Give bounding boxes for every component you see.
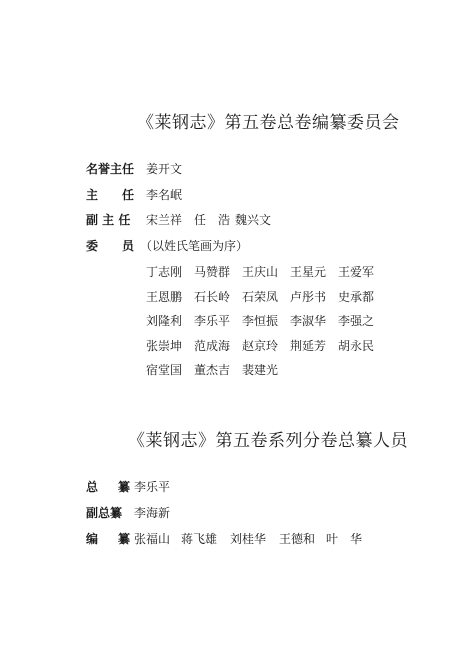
- honorary-director-label: 名誉主任: [86, 162, 135, 176]
- honorary-director-name: 姜开文: [146, 162, 183, 176]
- chief-editor-label: 总 纂: [86, 480, 135, 494]
- member-name: 张崇坤: [146, 338, 183, 353]
- member-name: 王爱军: [338, 265, 375, 279]
- committee-title: 《莱钢志》第五卷总卷编纂委员会: [137, 113, 400, 133]
- member-name: 李恒振: [242, 314, 279, 328]
- member-name: 石荣凤: [242, 289, 279, 304]
- editor-name: 叶 华: [326, 532, 363, 546]
- members-grid-row: [146, 337, 386, 362]
- members-grid: [146, 263, 386, 386]
- members-grid-row: [146, 263, 386, 288]
- editor-name: 刘桂华: [230, 532, 267, 546]
- editors-title: 《莱钢志》第五卷系列分卷总纂人员: [128, 431, 408, 451]
- member-name: 卢彤书: [290, 289, 327, 304]
- deputy-chief-editor-name: 李海新: [134, 506, 171, 520]
- editor-name: 张福山: [134, 532, 171, 546]
- member-name: 李淑华: [290, 314, 327, 328]
- members-grid-row: [146, 361, 386, 386]
- member-name: 董杰吉: [194, 363, 231, 377]
- member-name: 王恩鹏: [146, 289, 183, 304]
- member-name: 赵京玲: [242, 338, 279, 353]
- members-label: 委 员: [86, 239, 141, 253]
- member-name: 胡永民: [338, 338, 375, 353]
- member-name: 裴建光: [242, 363, 279, 377]
- members-grid-row: [146, 288, 386, 313]
- deputy-directors-label: 副 主 任: [86, 213, 131, 227]
- director-label: 主 任: [86, 188, 141, 202]
- editor-name: 蒋飞雄: [181, 532, 218, 546]
- deputy-director-name: 魏兴文: [235, 213, 272, 227]
- deputy-director-name: 任 浩: [194, 213, 231, 227]
- member-name: 马赞群: [194, 265, 231, 279]
- member-name: 丁志刚: [146, 265, 183, 279]
- members-grid-row: [146, 312, 386, 337]
- members-order-note: （以姓氏笔画为序）: [140, 239, 249, 253]
- member-name: 宿堂国: [146, 363, 183, 377]
- member-name: 王庆山: [242, 265, 279, 279]
- member-name: 石长岭: [194, 289, 231, 304]
- member-name: 史承都: [338, 289, 375, 304]
- member-name: 王星元: [290, 265, 327, 279]
- chief-editor-name: 李乐平: [134, 480, 171, 494]
- editor-name: 王德和: [279, 532, 316, 546]
- member-name: 刘隆利: [146, 314, 183, 328]
- director-name: 李名岷: [146, 188, 183, 202]
- member-name: 李乐平: [194, 314, 231, 328]
- editors-label: 编 纂: [86, 532, 135, 546]
- deputy-director-name: 宋兰祥: [146, 213, 183, 227]
- deputy-chief-editor-label: 副总纂: [86, 506, 123, 520]
- member-name: 李强之: [338, 314, 375, 328]
- member-name: 范成海: [194, 338, 231, 353]
- member-name: 荆延芳: [290, 338, 327, 353]
